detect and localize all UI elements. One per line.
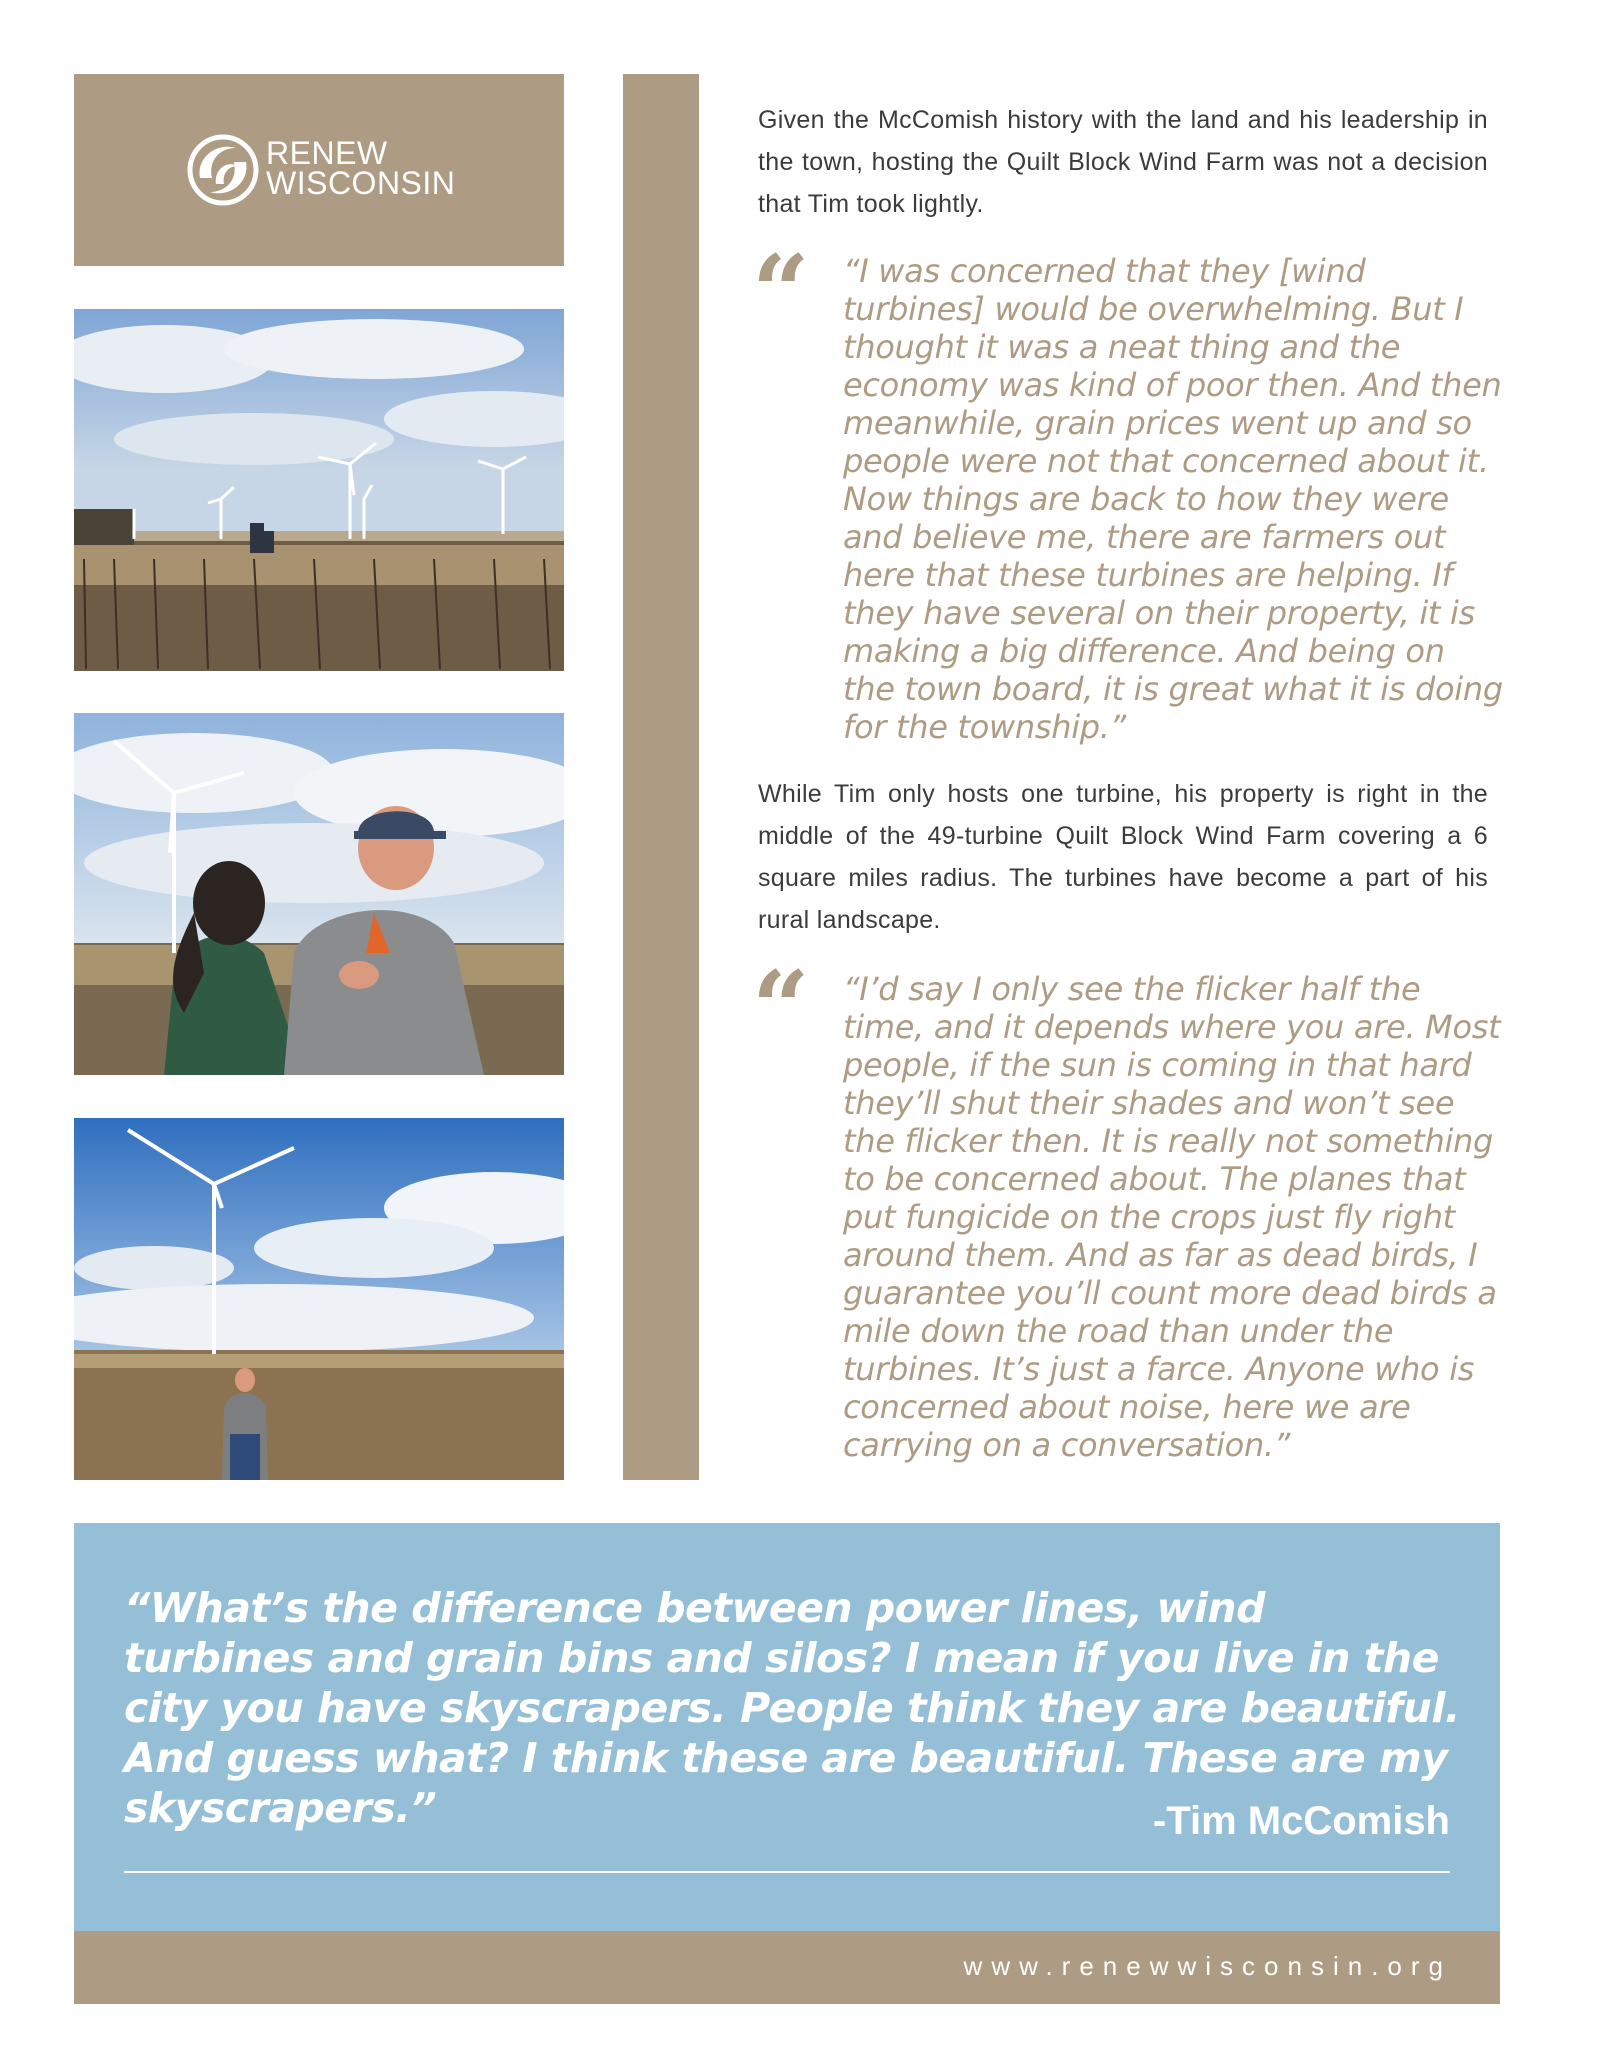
photo-farmer-conversation	[74, 713, 564, 1075]
logo-line-renew: RENEW	[266, 135, 388, 171]
quote-attribution: -Tim McComish	[1152, 1799, 1450, 1843]
logo-banner	[74, 74, 564, 266]
vertical-accent-bar	[623, 74, 699, 1480]
article-paragraph-1: Given the McComish history with the land and his leadership in the town, hosting the Quilt Block Wind Farm was not a decision that Tim took lightly.	[758, 106, 1488, 218]
footer-band	[74, 1931, 1500, 2004]
featured-quote-callout	[74, 1523, 1500, 1931]
renew-wisconsin-swirl-logo-icon	[186, 134, 260, 206]
logo-wordmark	[266, 135, 456, 201]
website-url: www.renewwisconsin.org	[963, 1951, 1452, 1981]
farmer-conversation-image-icon	[74, 713, 564, 1075]
logo-line-wisconsin: WISCONSIN	[266, 165, 456, 201]
quote-mark-icon: “	[752, 233, 802, 351]
wind-turbines-field-image-icon	[74, 309, 564, 671]
quote-mark-icon: “	[752, 949, 802, 1067]
featured-quote-text: “What’s the difference between power lines, wind turbines and grain bins and silos? I mean if you live in the city you have skyscrapers. People think they are beautiful. And guess what? I think these are beautiful. These are my skyscrapers.”	[124, 1584, 1460, 1832]
photo-turbines-field	[74, 309, 564, 671]
photo-farmer-under-turbine	[74, 1118, 564, 1480]
pull-quote-2: “I’d say I only see the flicker half the time, and it depends where you are. Most people, if the sun is coming in that hard they’ll shut their shades and won’t see the flicker then. It is really not something to be concerned about. The planes that put fungicide on the crops just fly right around them. And as far as dead birds, I guarantee you’ll count more dead birds a mile down the road than under the turbines. It’s just a farce. Anyone who is concerned about noise, here we are carrying on a conversation.”	[843, 970, 1501, 1464]
pull-quote-1: “I was concerned that they [wind turbines] would be overwhelming. But I thought it was a neat thing and the economy was kind of poor then. And then meanwhile, grain prices went up and so people were not that concerned about it. Now things are back to how they were and believe me, there are farmers out here that these turbines are helping. If they have several on their property, it is making a big difference. And being on the town board, it is great what it is doing for the township.”	[843, 252, 1503, 746]
callout-divider	[124, 1871, 1450, 1873]
article-paragraph-2: While Tim only hosts one turbine, his property is right in the middle of the 49-turbine Quilt Block Wind Farm covering a 6 square miles radius. The turbines have become a part of his rural landscape.	[758, 780, 1488, 934]
farmer-under-turbine-image-icon	[74, 1118, 564, 1480]
